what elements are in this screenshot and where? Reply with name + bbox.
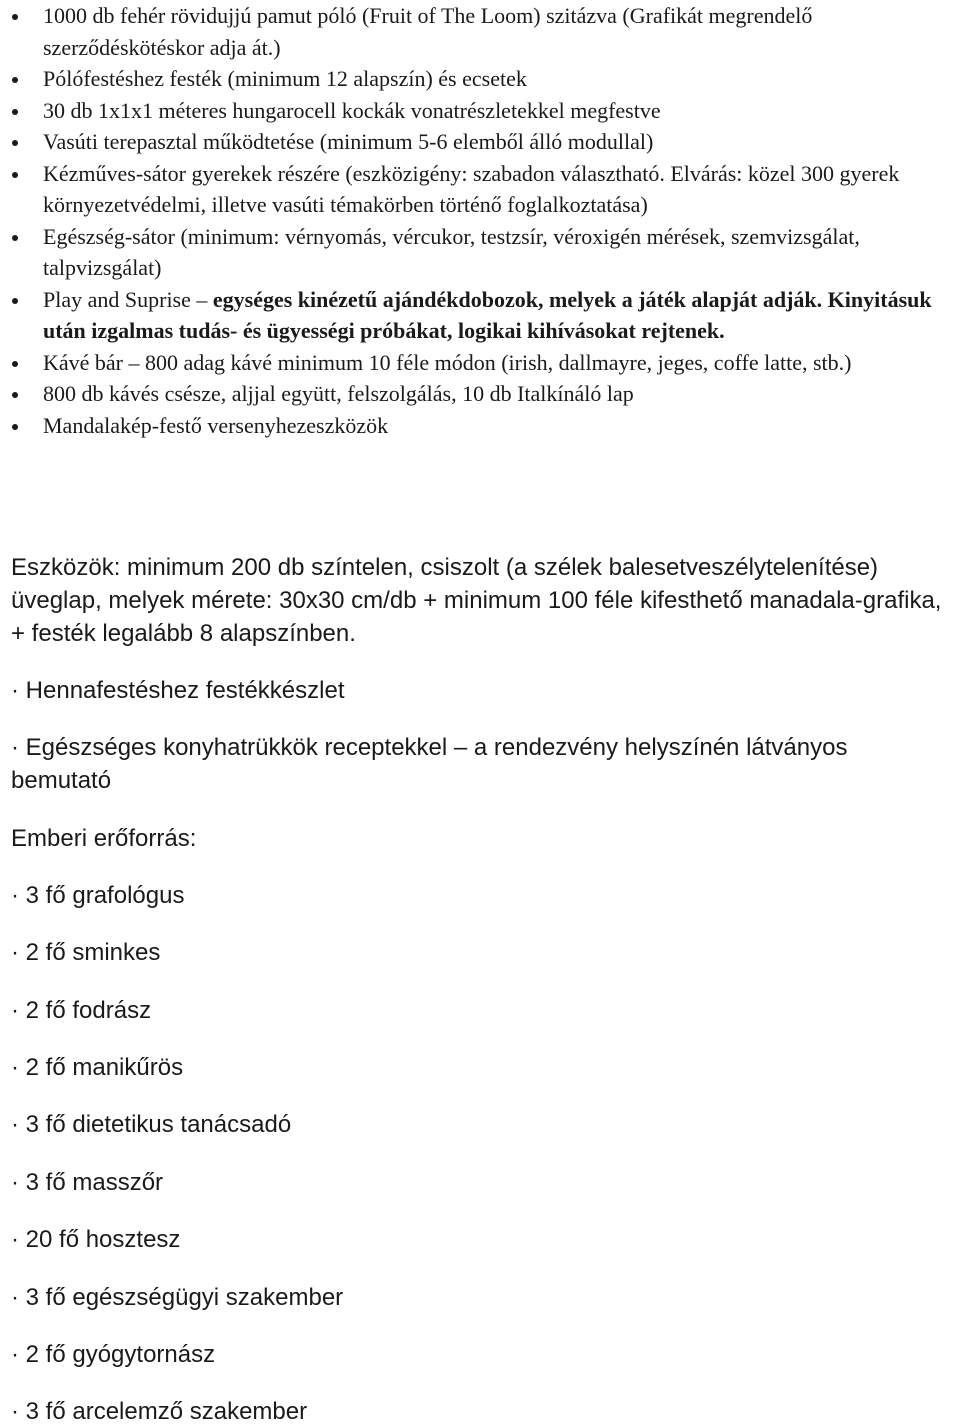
staff-item: · 2 fő manikűrös: [11, 1054, 184, 1081]
eszkozok-paragraph: Eszközök: minimum 200 db színtelen, csiszolt (a szélek balesetveszélytelenítése) üveglap, melyek mérete: 30x30 cm/db + minimum 100 féle kifesthető manadala-grafika, + festék legalább 8 alapszínben.: [11, 554, 942, 647]
list-item: Egészség-sátor (minimum: vérnyomás, vércukor, testzsír, véroxigén mérések, szemvizsgálat, talpvizsgálat): [0, 221, 960, 284]
staff-item: · 3 fő dietetikus tanácsadó: [11, 1111, 292, 1138]
list-item: Pólófestéshez festék (minimum 12 alapszín) és ecsetek: [0, 63, 960, 95]
item-bold-text: egységes kinézetű ajándékdobozok, melyek a játék alapját adják. Kinyitásuk után izgalmas tudás- és ügyességi próbákat, logikai kihívásokat rejtenek.: [43, 286, 932, 343]
bullet-icon: [12, 140, 18, 146]
bullet-icon: [12, 235, 18, 241]
bullet-icon: [12, 77, 18, 83]
list-item: Kávé bár – 800 adag kávé minimum 10 féle módon (irish, dallmayre, jeges, coffe latte, stb.): [0, 347, 960, 379]
list-item: 800 db kávés csésze, aljjal együtt, felszolgálás, 10 db Italkínáló lap: [0, 378, 960, 410]
staff-item: · 3 fő grafológus: [11, 882, 185, 909]
henna-line: · Hennafestéshez festékkészlet: [11, 677, 345, 704]
list-item: 30 db 1x1x1 méteres hungarocell kockák vonatrészletekkel megfestve: [0, 95, 960, 127]
emberi-label: Emberi erőforrás:: [11, 825, 197, 852]
item-list: [0, 0, 960, 441]
staff-item: · 20 fő hosztesz: [11, 1226, 181, 1253]
bullet-icon: [12, 298, 18, 304]
bullet-icon: [12, 172, 18, 178]
list-item: 1000 db fehér rövidujjú pamut póló (Fruit of The Loom) szitázva (Grafikát megrendelő szerződéskötéskor adja át.): [0, 0, 960, 63]
list-item: Kézműves-sátor gyerekek részére (eszközigény: szabadon választható. Elvárás: közel 300 gyerek környezetvédelmi, illetve vasúti témakörben történő foglalkoztatása): [0, 158, 960, 221]
bullet-icon: [12, 109, 18, 115]
bullet-icon: [12, 392, 18, 398]
staff-item: · 2 fő gyógytornász: [11, 1341, 216, 1368]
staff-item: · 2 fő fodrász: [11, 997, 152, 1024]
bullet-icon: [12, 14, 18, 20]
item-lead: Play and Suprise –: [43, 286, 213, 312]
staff-item: · 3 fő masszőr: [11, 1169, 164, 1196]
konyha-paragraph: · Egészséges konyhatrükkök receptekkel – a rendezvény helyszínén látványos bemutató: [11, 734, 848, 794]
list-item: [0, 284, 960, 347]
staff-item: · 3 fő egészségügyi szakember: [11, 1284, 344, 1311]
list-item: Vasúti terepasztal működtetése (minimum 5-6 elemből álló modullal): [0, 126, 960, 158]
staff-item: · 3 fő arcelemző szakember: [11, 1398, 308, 1425]
bullet-icon: [12, 424, 18, 430]
staff-item: · 2 fő sminkes: [11, 939, 161, 966]
bullet-icon: [12, 361, 18, 367]
list-item: Mandalakép-festő versenyhezeszközök: [0, 410, 960, 442]
